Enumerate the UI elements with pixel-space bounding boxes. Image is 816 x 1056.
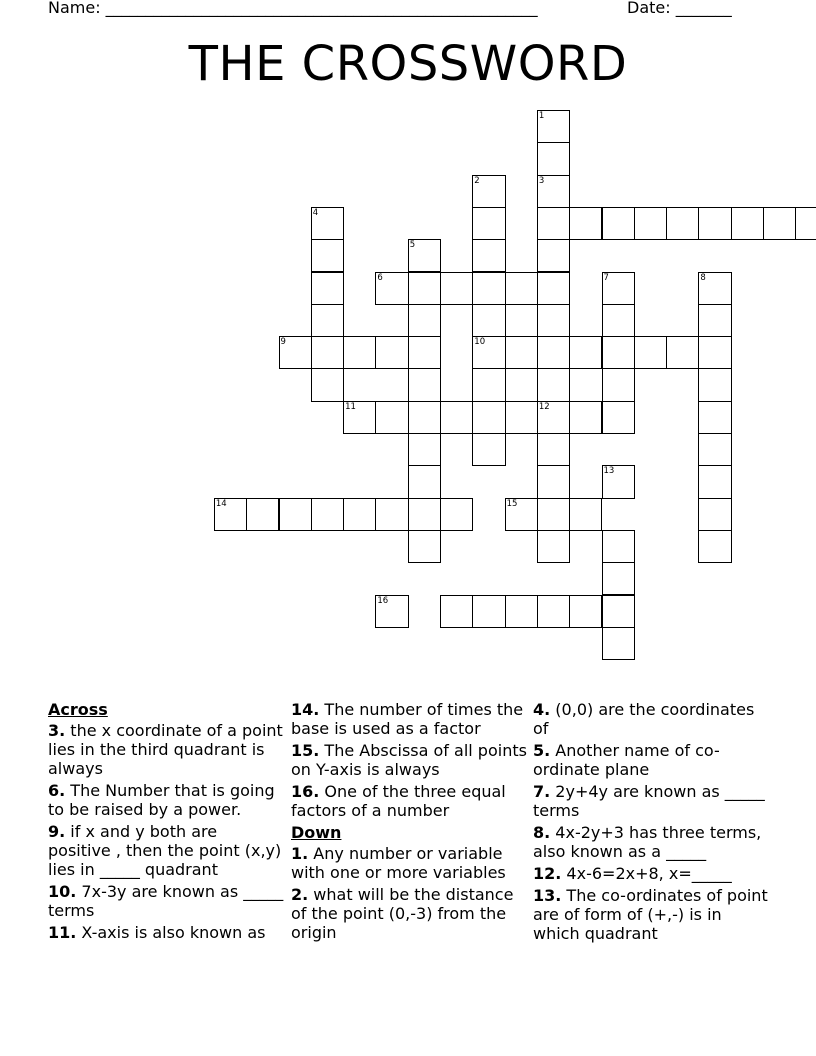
- crossword-cell[interactable]: [408, 530, 441, 563]
- clue-item: [533, 700, 769, 738]
- crossword-cell[interactable]: [311, 368, 344, 401]
- crossword-cell[interactable]: [246, 498, 279, 531]
- crossword-cell[interactable]: [408, 401, 441, 434]
- crossword-cell[interactable]: [408, 368, 441, 401]
- crossword-cell[interactable]: [214, 498, 247, 531]
- clue-text: X-axis is also known as: [76, 923, 266, 942]
- crossword-cell[interactable]: [602, 401, 635, 434]
- crossword-cell[interactable]: [763, 207, 796, 240]
- clue-item: [533, 741, 769, 779]
- crossword-cell[interactable]: [472, 368, 505, 401]
- crossword-cell[interactable]: [472, 433, 505, 466]
- crossword-cell[interactable]: [375, 401, 408, 434]
- crossword-cell[interactable]: [440, 498, 473, 531]
- clue-number: 7.: [533, 782, 551, 801]
- clue-text: 7x-3y are known as _____ terms: [48, 882, 284, 920]
- crossword-cell[interactable]: [472, 401, 505, 434]
- crossword-cell[interactable]: [602, 530, 635, 563]
- crossword-cell[interactable]: [537, 142, 570, 175]
- crossword-cell[interactable]: [537, 272, 570, 305]
- clue-text: 4x-2y+3 has three terms, also known as a _____: [533, 823, 762, 861]
- clue-text: 4x-6=2x+8, x=_____: [561, 864, 732, 883]
- clue-number-label: 16: [377, 595, 389, 606]
- crossword-cell[interactable]: [698, 498, 731, 531]
- clue-item: [291, 844, 527, 882]
- clue-number: 3.: [48, 721, 66, 740]
- crossword-cell[interactable]: [731, 207, 764, 240]
- crossword-cell[interactable]: [343, 401, 376, 434]
- crossword-cell[interactable]: [537, 433, 570, 466]
- crossword-cell[interactable]: [698, 207, 731, 240]
- clue-text: (0,0) are the coordinates of: [533, 700, 755, 738]
- clue-number: 14.: [291, 700, 320, 719]
- clue-number-label: 12: [538, 401, 550, 412]
- crossword-cell[interactable]: [537, 110, 570, 143]
- crossword-cell[interactable]: [311, 207, 344, 240]
- clue-number: 5.: [533, 741, 551, 760]
- crossword-cell[interactable]: [505, 401, 538, 434]
- clue-text: Any number or variable with one or more variables: [291, 844, 506, 882]
- clue-item: [291, 782, 527, 820]
- clue-number-label: 11: [345, 401, 356, 412]
- clue-number: 12.: [533, 864, 562, 883]
- crossword-cell[interactable]: [505, 272, 538, 305]
- crossword-cell[interactable]: [569, 498, 602, 531]
- crossword-cell[interactable]: [698, 368, 731, 401]
- crossword-cell[interactable]: [698, 304, 731, 337]
- clue-number-label: 10: [474, 337, 486, 348]
- crossword-cell[interactable]: [375, 336, 408, 369]
- clue-number: 6.: [48, 781, 66, 800]
- crossword-cell[interactable]: [472, 304, 505, 337]
- crossword-cell[interactable]: [408, 239, 441, 272]
- clue-text: 2y+4y are known as _____ terms: [533, 782, 765, 820]
- crossword-cell[interactable]: [537, 530, 570, 563]
- crossword-cell[interactable]: [343, 498, 376, 531]
- crossword-cell[interactable]: [375, 272, 408, 305]
- clue-number-label: 2: [474, 175, 480, 186]
- clue-number: 1.: [291, 844, 309, 863]
- crossword-cell[interactable]: [311, 304, 344, 337]
- crossword-cell[interactable]: [666, 207, 699, 240]
- crossword-cell[interactable]: [343, 336, 376, 369]
- clue-number-label: 8: [700, 272, 706, 283]
- crossword-cell[interactable]: [537, 304, 570, 337]
- crossword-cell[interactable]: [472, 336, 505, 369]
- clue-text: if x and y both are positive , then the point (x,y) lies in _____ quadrant: [48, 822, 282, 879]
- clue-number-label: 4: [312, 207, 319, 218]
- clue-number: 16.: [291, 782, 320, 801]
- crossword-cell[interactable]: [472, 595, 505, 628]
- crossword-cell[interactable]: [408, 304, 441, 337]
- crossword-cell[interactable]: [537, 498, 570, 531]
- crossword-cell[interactable]: [795, 207, 816, 240]
- clue-number-label: 6: [377, 272, 383, 283]
- clue-item: [48, 923, 284, 942]
- clue-item: [48, 882, 284, 920]
- crossword-cell[interactable]: [602, 562, 635, 595]
- clue-item: [533, 886, 769, 943]
- crossword-cell[interactable]: [311, 239, 344, 272]
- clue-text: The number of times the base is used as a factor: [291, 700, 524, 738]
- crossword-cell[interactable]: [634, 336, 667, 369]
- crossword-cell[interactable]: [698, 465, 731, 498]
- clue-item: [533, 864, 769, 883]
- crossword-cell[interactable]: [311, 498, 344, 531]
- crossword-cell[interactable]: [472, 207, 505, 240]
- page-title: THE CROSSWORD: [188, 36, 628, 92]
- clue-number-label: 14: [215, 498, 227, 509]
- crossword-cell[interactable]: [440, 401, 473, 434]
- clue-number-label: 9: [280, 337, 286, 348]
- name-field-label: Name: ______________________________________________________: [48, 0, 538, 17]
- clue-section-heading: Down: [291, 823, 342, 842]
- clue-text: The Number that is going to be raised by a power.: [48, 781, 275, 819]
- clue-number-label: 5: [409, 240, 416, 251]
- crossword-cell[interactable]: [698, 272, 731, 305]
- clue-number-label: 15: [506, 498, 518, 509]
- clue-item: [533, 823, 769, 861]
- crossword-cell[interactable]: [569, 401, 602, 434]
- crossword-cell[interactable]: [537, 175, 570, 208]
- crossword-cell[interactable]: [698, 336, 731, 369]
- crossword-cell[interactable]: [537, 465, 570, 498]
- crossword-cell[interactable]: [666, 336, 699, 369]
- crossword-cell[interactable]: [537, 368, 570, 401]
- crossword-cell[interactable]: [408, 272, 441, 305]
- crossword-cell[interactable]: [505, 336, 538, 369]
- crossword-cell[interactable]: [602, 595, 635, 628]
- date-field-label: Date: _______: [627, 0, 732, 17]
- clue-item: [533, 782, 769, 820]
- crossword-cell[interactable]: [408, 336, 441, 369]
- crossword-cell[interactable]: [440, 595, 473, 628]
- crossword-cell[interactable]: [569, 336, 602, 369]
- crossword-cell[interactable]: [602, 336, 635, 369]
- crossword-cell[interactable]: [698, 401, 731, 434]
- clues-column-2: [291, 700, 527, 945]
- clue-text: One of the three equal factors of a number: [291, 782, 506, 820]
- crossword-cell[interactable]: [602, 272, 635, 305]
- clue-text: the x coordinate of a point lies in the third quadrant is always: [48, 721, 283, 778]
- clue-number: 13.: [533, 886, 562, 905]
- crossword-cell[interactable]: [602, 207, 635, 240]
- crossword-cell[interactable]: [569, 595, 602, 628]
- crossword-cell[interactable]: [375, 498, 408, 531]
- clue-text: what will be the distance of the point (0,-3) from the origin: [291, 885, 514, 942]
- clue-number: 8.: [533, 823, 551, 842]
- crossword-cell[interactable]: [602, 465, 635, 498]
- crossword-cell[interactable]: [537, 401, 570, 434]
- clues-column-1: [48, 700, 284, 945]
- clue-item: [291, 885, 527, 942]
- clue-text: The co-ordinates of point are of form of (+,-) is in which quadrant: [533, 886, 768, 943]
- crossword-cell[interactable]: [569, 207, 602, 240]
- clue-number: 11.: [48, 923, 77, 942]
- crossword-cell[interactable]: [602, 368, 635, 401]
- clue-item: [48, 822, 284, 879]
- crossword-cell[interactable]: [311, 272, 344, 305]
- crossword-cell[interactable]: [408, 433, 441, 466]
- crossword-cell[interactable]: [537, 336, 570, 369]
- crossword-cell[interactable]: [602, 627, 635, 660]
- crossword-cell[interactable]: [279, 336, 312, 369]
- crossword-cell[interactable]: [440, 272, 473, 305]
- crossword-cell[interactable]: [472, 272, 505, 305]
- clue-text: The Abscissa of all points on Y-axis is always: [291, 741, 527, 779]
- clue-item: [48, 721, 284, 778]
- clue-item: [48, 781, 284, 819]
- clue-number: 2.: [291, 885, 309, 904]
- crossword-cell[interactable]: [505, 595, 538, 628]
- clue-number-label: 3: [538, 175, 545, 186]
- crossword-cell[interactable]: [408, 465, 441, 498]
- crossword-cell[interactable]: [537, 239, 570, 272]
- clues-column-3: [533, 700, 769, 946]
- clue-text: Another name of co-ordinate plane: [533, 741, 720, 779]
- clue-item: [291, 741, 527, 779]
- crossword-cell[interactable]: [472, 175, 505, 208]
- crossword-cell[interactable]: [279, 498, 312, 531]
- clue-number: 4.: [533, 700, 551, 719]
- crossword-cell[interactable]: [537, 595, 570, 628]
- crossword-cell[interactable]: [472, 239, 505, 272]
- clue-number: 15.: [291, 741, 320, 760]
- crossword-cell[interactable]: [408, 498, 441, 531]
- clue-number-label: 13: [603, 466, 615, 477]
- clue-item: [291, 700, 527, 738]
- clue-number-label: 1: [538, 111, 545, 121]
- crossword-cell[interactable]: [505, 498, 538, 531]
- crossword-cell[interactable]: [375, 595, 408, 628]
- crossword-cell[interactable]: [698, 530, 731, 563]
- crossword-cell[interactable]: [634, 207, 667, 240]
- crossword-cell[interactable]: [602, 304, 635, 337]
- clue-section-heading: Across: [48, 700, 108, 719]
- clue-number-label: 7: [603, 272, 609, 283]
- crossword-cell[interactable]: [311, 336, 344, 369]
- crossword-cell[interactable]: [698, 433, 731, 466]
- clue-number: 10.: [48, 882, 77, 901]
- clue-number: 9.: [48, 822, 66, 841]
- crossword-cell[interactable]: [537, 207, 570, 240]
